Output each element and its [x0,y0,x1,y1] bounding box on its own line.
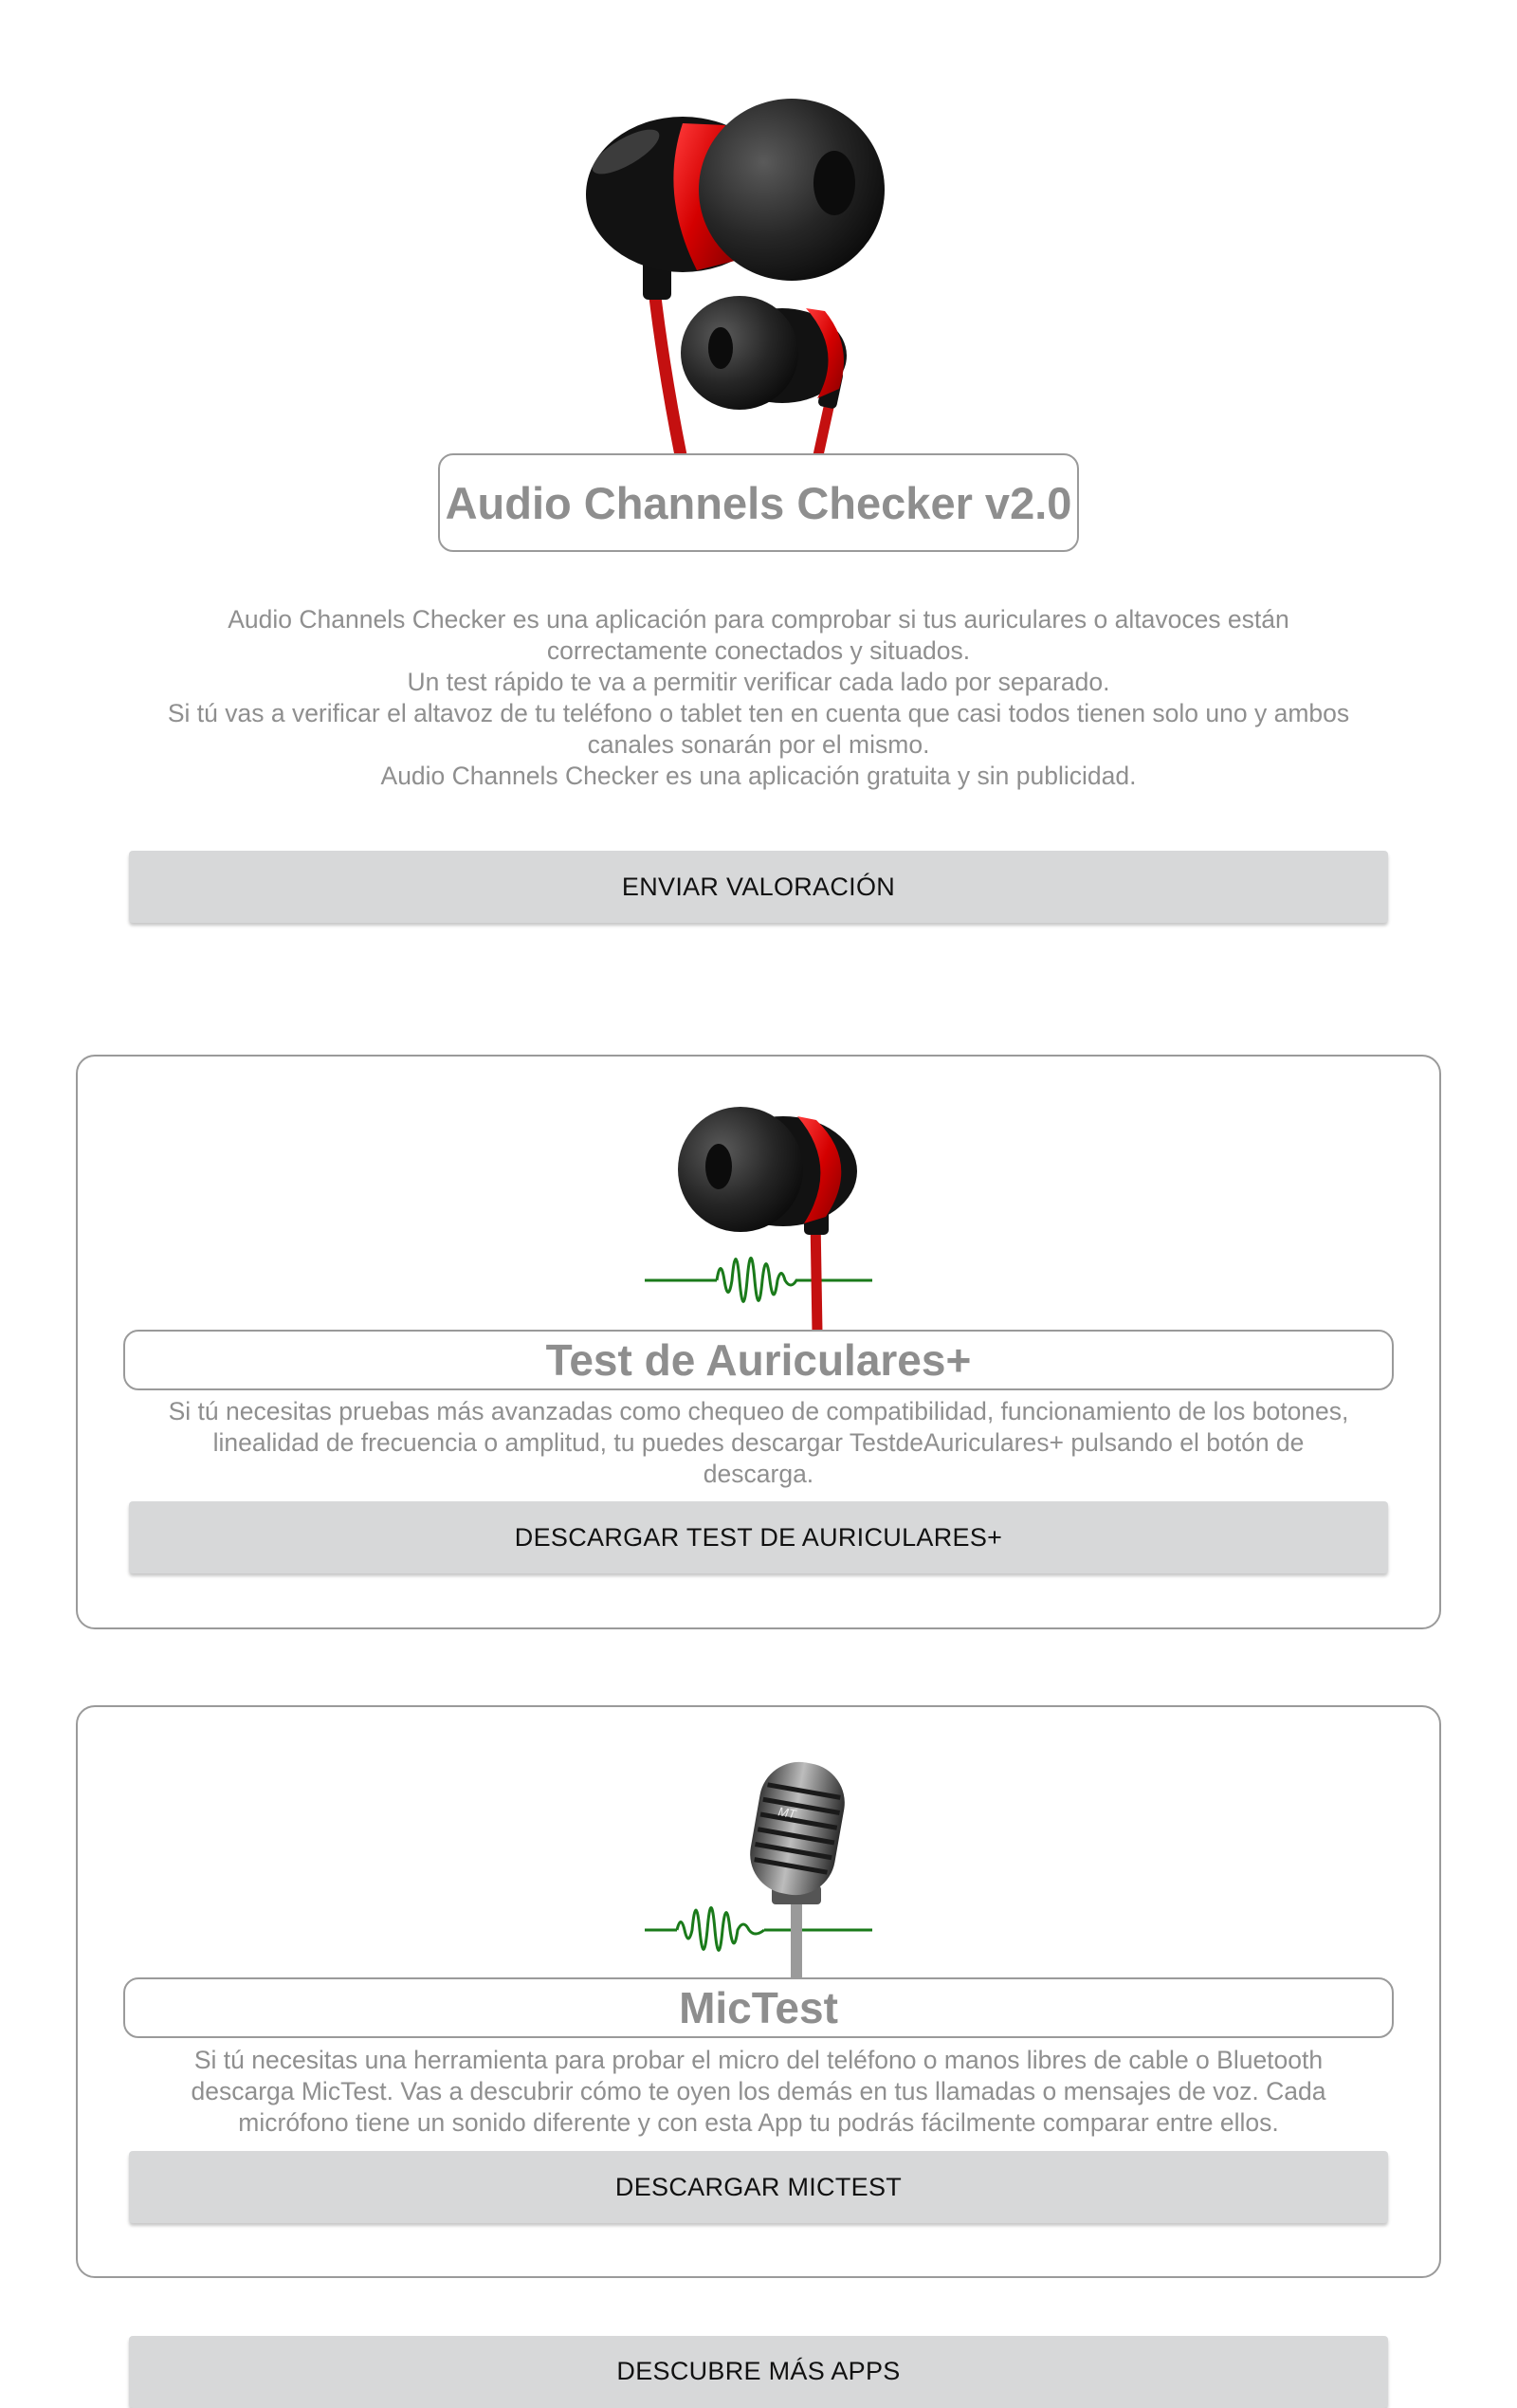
card-title-mictest: MicTest [123,1977,1394,2038]
card-title-headphone-test: Test de Auriculares+ [123,1330,1394,1390]
app-description [95,604,1422,792]
headphone-test-description [95,1396,1422,1490]
description-line: micrófono tiene un sonido diferente y con esta App tu podrás fácilmente comparar entre ellos. [238,2108,1279,2137]
description-line: Si tú vas a verificar el altavoz de tu teléfono o tablet ten en cuenta que casi todos tienen solo uno y ambos [167,699,1350,727]
description-line: Si tú necesitas una herramienta para probar el micro del teléfono o manos libres de cable o Bluetooth [193,2046,1324,2074]
description-line: linealidad de frecuencia o amplitud, tu puedes descargar TestdeAuriculares+ pulsando el botón de [212,1428,1305,1457]
earbud-waveform-icon [641,1105,876,1333]
app-title: Audio Channels Checker v2.0 [438,453,1079,552]
microphone-waveform-icon [641,1753,876,1980]
description-line: descarga. [703,1460,814,1488]
download-mictest-button[interactable]: DESCARGAR MICTEST [129,2151,1388,2223]
send-rating-button[interactable]: ENVIAR VALORACIÓN [129,851,1388,923]
description-line: Audio Channels Checker es una aplicación para comprobar si tus auriculares o altavoces están [228,605,1289,634]
description-line: Audio Channels Checker es una aplicación gratuita y sin publicidad. [380,762,1137,790]
description-line: Un test rápido te va a permitir verificar cada lado por separado. [407,668,1110,696]
description-line: Si tú necesitas pruebas más avanzadas como chequeo de compatibilidad, funcionamiento de los botones, [168,1397,1349,1425]
discover-more-apps-button[interactable]: DESCUBRE MÁS APPS [129,2336,1388,2408]
earphones-icon [569,85,891,455]
download-headphone-test-button[interactable]: DESCARGAR TEST DE AURICULARES+ [129,1501,1388,1573]
description-line: descarga MicTest. Vas a descubrir cómo te oyen los demás en tus llamadas o mensajes de voz. Cada [191,2077,1326,2105]
description-line: correctamente conectados y situados. [546,636,971,665]
description-line: canales sonarán por el mismo. [587,730,930,759]
mictest-description [95,2045,1422,2139]
mic-logo-text: MT [777,1804,797,1822]
